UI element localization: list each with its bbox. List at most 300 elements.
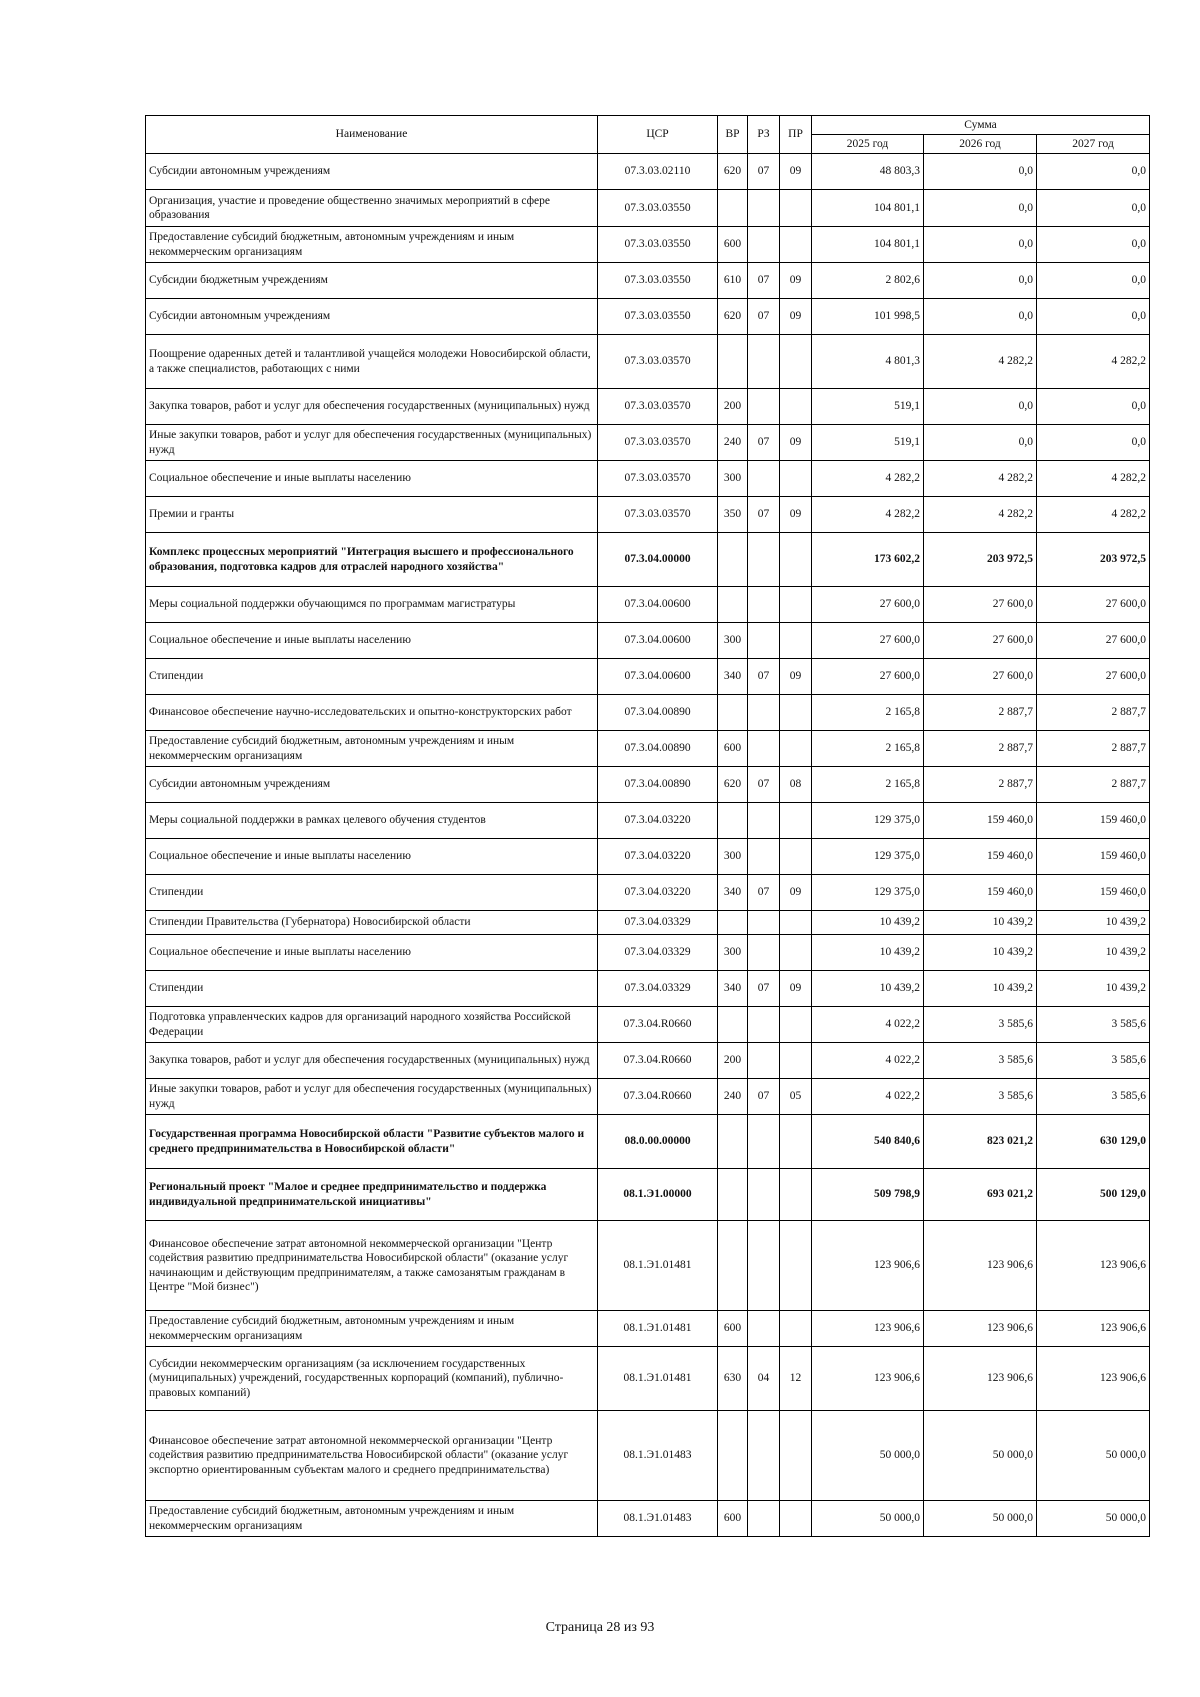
row-name: Комплекс процессных мероприятий "Интеграция высшего и профессионального образования, подготовка кадров для отраслей народного хозяйства" bbox=[146, 533, 598, 587]
row-csr: 07.3.04.03220 bbox=[598, 839, 718, 875]
row-name: Организация, участие и проведение общественно значимых мероприятий в сфере образования bbox=[146, 190, 598, 227]
row-amount-2027: 27 600,0 bbox=[1037, 623, 1150, 659]
row-amount-2027: 0,0 bbox=[1037, 299, 1150, 335]
row-vr bbox=[718, 1115, 748, 1169]
row-amount-2026: 4 282,2 bbox=[924, 461, 1037, 497]
row-amount-2026: 27 600,0 bbox=[924, 623, 1037, 659]
row-rz bbox=[748, 911, 780, 935]
row-amount-2026: 10 439,2 bbox=[924, 911, 1037, 935]
table-row bbox=[146, 389, 1150, 425]
row-rz bbox=[748, 461, 780, 497]
table-row bbox=[146, 497, 1150, 533]
row-amount-2027: 27 600,0 bbox=[1037, 659, 1150, 695]
row-name: Региональный проект "Малое и среднее предпринимательство и поддержка индивидуальной предпринимательской инициативы" bbox=[146, 1169, 598, 1221]
row-rz: 07 bbox=[748, 1079, 780, 1115]
table-row bbox=[146, 731, 1150, 767]
row-rz bbox=[748, 389, 780, 425]
row-amount-2027: 123 906,6 bbox=[1037, 1311, 1150, 1347]
table-row bbox=[146, 935, 1150, 971]
row-amount-2027: 0,0 bbox=[1037, 190, 1150, 227]
row-amount-2027: 50 000,0 bbox=[1037, 1411, 1150, 1501]
row-csr: 07.3.03.03550 bbox=[598, 263, 718, 299]
row-csr: 07.3.03.03570 bbox=[598, 497, 718, 533]
row-amount-2025: 50 000,0 bbox=[812, 1501, 924, 1537]
row-amount-2026: 2 887,7 bbox=[924, 731, 1037, 767]
row-name: Финансовое обеспечение затрат автономной некоммерческой организации "Центр содействия развитию предпринимательства Новосибирской области" (оказание услуг экспортно ориентированным субъектам малого и среднего предпринимательства) bbox=[146, 1411, 598, 1501]
row-amount-2026: 3 585,6 bbox=[924, 1043, 1037, 1079]
row-vr bbox=[718, 1221, 748, 1311]
row-amount-2026: 0,0 bbox=[924, 190, 1037, 227]
row-amount-2026: 693 021,2 bbox=[924, 1169, 1037, 1221]
row-pr bbox=[780, 1311, 812, 1347]
row-vr bbox=[718, 1411, 748, 1501]
table-body bbox=[146, 154, 1150, 1537]
table-row bbox=[146, 533, 1150, 587]
row-amount-2026: 0,0 bbox=[924, 263, 1037, 299]
row-rz bbox=[748, 190, 780, 227]
row-amount-2025: 4 022,2 bbox=[812, 1079, 924, 1115]
table-row bbox=[146, 335, 1150, 389]
row-amount-2026: 123 906,6 bbox=[924, 1347, 1037, 1411]
row-name: Предоставление субсидий бюджетным, автономным учреждениям и иным некоммерческим организациям bbox=[146, 731, 598, 767]
row-pr bbox=[780, 731, 812, 767]
row-csr: 07.3.04.00600 bbox=[598, 659, 718, 695]
row-amount-2027: 159 460,0 bbox=[1037, 803, 1150, 839]
header-year-2026: 2026 год bbox=[924, 135, 1037, 154]
row-vr: 340 bbox=[718, 971, 748, 1007]
row-amount-2026: 10 439,2 bbox=[924, 935, 1037, 971]
page-number: Страница 28 из 93 bbox=[545, 1620, 655, 1635]
row-csr: 07.3.04.00600 bbox=[598, 623, 718, 659]
row-rz bbox=[748, 1411, 780, 1501]
row-rz bbox=[748, 935, 780, 971]
row-vr: 620 bbox=[718, 767, 748, 803]
row-name: Предоставление субсидий бюджетным, автономным учреждениям и иным некоммерческим организациям bbox=[146, 1311, 598, 1347]
table-row bbox=[146, 971, 1150, 1007]
row-rz: 07 bbox=[748, 299, 780, 335]
row-rz: 07 bbox=[748, 154, 780, 190]
row-vr: 620 bbox=[718, 154, 748, 190]
row-name: Социальное обеспечение и иные выплаты населению bbox=[146, 935, 598, 971]
row-name: Субсидии бюджетным учреждениям bbox=[146, 263, 598, 299]
table-row bbox=[146, 227, 1150, 263]
row-amount-2026: 159 460,0 bbox=[924, 839, 1037, 875]
row-pr bbox=[780, 587, 812, 623]
row-amount-2026: 4 282,2 bbox=[924, 497, 1037, 533]
table-row bbox=[146, 1411, 1150, 1501]
row-csr: 07.3.04.R0660 bbox=[598, 1043, 718, 1079]
row-pr bbox=[780, 190, 812, 227]
row-rz bbox=[748, 1311, 780, 1347]
table-row bbox=[146, 695, 1150, 731]
row-vr bbox=[718, 190, 748, 227]
row-pr: 09 bbox=[780, 875, 812, 911]
row-rz: 07 bbox=[748, 263, 780, 299]
header-pr: ПР bbox=[780, 116, 812, 154]
row-pr bbox=[780, 623, 812, 659]
row-pr: 09 bbox=[780, 971, 812, 1007]
row-amount-2026: 0,0 bbox=[924, 389, 1037, 425]
row-csr: 07.3.03.03570 bbox=[598, 335, 718, 389]
row-name: Стипендии bbox=[146, 659, 598, 695]
row-amount-2025: 2 165,8 bbox=[812, 731, 924, 767]
row-pr bbox=[780, 1501, 812, 1537]
row-amount-2026: 123 906,6 bbox=[924, 1311, 1037, 1347]
row-amount-2026: 10 439,2 bbox=[924, 971, 1037, 1007]
row-csr: 07.3.04.00600 bbox=[598, 587, 718, 623]
table-header bbox=[146, 116, 1150, 154]
row-rz: 07 bbox=[748, 425, 780, 461]
row-rz bbox=[748, 731, 780, 767]
row-amount-2025: 123 906,6 bbox=[812, 1347, 924, 1411]
row-csr: 07.3.04.03329 bbox=[598, 935, 718, 971]
row-name: Премии и гранты bbox=[146, 497, 598, 533]
row-vr: 630 bbox=[718, 1347, 748, 1411]
row-rz bbox=[748, 839, 780, 875]
row-amount-2025: 509 798,9 bbox=[812, 1169, 924, 1221]
row-name: Стипендии Правительства (Губернатора) Новосибирской области bbox=[146, 911, 598, 935]
row-amount-2025: 123 906,6 bbox=[812, 1221, 924, 1311]
row-csr: 08.1.Э1.01483 bbox=[598, 1501, 718, 1537]
row-pr: 09 bbox=[780, 497, 812, 533]
row-pr bbox=[780, 695, 812, 731]
row-name: Стипендии bbox=[146, 971, 598, 1007]
row-pr: 09 bbox=[780, 425, 812, 461]
table-row bbox=[146, 154, 1150, 190]
row-pr bbox=[780, 1007, 812, 1043]
table-row bbox=[146, 1007, 1150, 1043]
row-amount-2026: 159 460,0 bbox=[924, 803, 1037, 839]
row-amount-2025: 2 165,8 bbox=[812, 695, 924, 731]
row-pr bbox=[780, 1411, 812, 1501]
row-csr: 08.1.Э1.01483 bbox=[598, 1411, 718, 1501]
row-csr: 07.3.03.03550 bbox=[598, 299, 718, 335]
row-csr: 07.3.03.03570 bbox=[598, 425, 718, 461]
row-amount-2027: 2 887,7 bbox=[1037, 695, 1150, 731]
row-pr: 09 bbox=[780, 299, 812, 335]
row-amount-2027: 630 129,0 bbox=[1037, 1115, 1150, 1169]
row-amount-2025: 2 802,6 bbox=[812, 263, 924, 299]
row-name: Подготовка управленческих кадров для организаций народного хозяйства Российской Федерации bbox=[146, 1007, 598, 1043]
row-vr: 600 bbox=[718, 1311, 748, 1347]
row-rz: 07 bbox=[748, 767, 780, 803]
table-row bbox=[146, 1043, 1150, 1079]
table-row bbox=[146, 1221, 1150, 1311]
row-amount-2025: 27 600,0 bbox=[812, 623, 924, 659]
row-amount-2027: 159 460,0 bbox=[1037, 839, 1150, 875]
table-row bbox=[146, 190, 1150, 227]
row-csr: 07.3.04.00890 bbox=[598, 695, 718, 731]
row-amount-2025: 129 375,0 bbox=[812, 839, 924, 875]
table-row bbox=[146, 1347, 1150, 1411]
row-amount-2025: 104 801,1 bbox=[812, 190, 924, 227]
row-vr: 600 bbox=[718, 731, 748, 767]
table-row bbox=[146, 659, 1150, 695]
row-rz: 04 bbox=[748, 1347, 780, 1411]
row-csr: 07.3.03.02110 bbox=[598, 154, 718, 190]
row-name: Субсидии автономным учреждениям bbox=[146, 767, 598, 803]
row-csr: 07.3.04.03220 bbox=[598, 875, 718, 911]
row-amount-2027: 159 460,0 bbox=[1037, 875, 1150, 911]
table-row bbox=[146, 1115, 1150, 1169]
row-amount-2026: 27 600,0 bbox=[924, 659, 1037, 695]
row-amount-2027: 123 906,6 bbox=[1037, 1347, 1150, 1411]
row-vr bbox=[718, 803, 748, 839]
row-amount-2026: 2 887,7 bbox=[924, 767, 1037, 803]
row-vr bbox=[718, 1169, 748, 1221]
row-amount-2027: 2 887,7 bbox=[1037, 767, 1150, 803]
row-rz bbox=[748, 1115, 780, 1169]
table-row bbox=[146, 461, 1150, 497]
row-name: Предоставление субсидий бюджетным, автономным учреждениям и иным некоммерческим организациям bbox=[146, 1501, 598, 1537]
row-vr: 300 bbox=[718, 461, 748, 497]
row-amount-2027: 0,0 bbox=[1037, 227, 1150, 263]
header-year-2027: 2027 год bbox=[1037, 135, 1150, 154]
row-vr: 300 bbox=[718, 839, 748, 875]
row-amount-2025: 27 600,0 bbox=[812, 659, 924, 695]
row-pr bbox=[780, 1169, 812, 1221]
row-name: Меры социальной поддержки обучающимся по программам магистратуры bbox=[146, 587, 598, 623]
row-vr bbox=[718, 695, 748, 731]
row-amount-2027: 4 282,2 bbox=[1037, 497, 1150, 533]
row-pr bbox=[780, 227, 812, 263]
row-pr bbox=[780, 461, 812, 497]
row-amount-2027: 4 282,2 bbox=[1037, 461, 1150, 497]
row-amount-2025: 4 022,2 bbox=[812, 1007, 924, 1043]
row-pr bbox=[780, 335, 812, 389]
table-row bbox=[146, 1169, 1150, 1221]
row-name: Субсидии автономным учреждениям bbox=[146, 154, 598, 190]
row-vr bbox=[718, 335, 748, 389]
row-name: Финансовое обеспечение затрат автономной некоммерческой организации "Центр содействия развитию предпринимательства Новосибирской области" (оказание услуг начинающим и действующим предпринимателям, а также самозанятым гражданам в Центре "Мой бизнес") bbox=[146, 1221, 598, 1311]
row-vr: 200 bbox=[718, 389, 748, 425]
header-name: Наименование bbox=[146, 116, 598, 154]
row-amount-2025: 519,1 bbox=[812, 389, 924, 425]
row-vr: 620 bbox=[718, 299, 748, 335]
row-vr: 340 bbox=[718, 875, 748, 911]
row-pr: 12 bbox=[780, 1347, 812, 1411]
row-amount-2026: 50 000,0 bbox=[924, 1501, 1037, 1537]
row-vr: 300 bbox=[718, 935, 748, 971]
row-rz bbox=[748, 1501, 780, 1537]
row-amount-2027: 203 972,5 bbox=[1037, 533, 1150, 587]
row-amount-2025: 101 998,5 bbox=[812, 299, 924, 335]
row-csr: 07.3.03.03550 bbox=[598, 227, 718, 263]
row-amount-2026: 0,0 bbox=[924, 154, 1037, 190]
row-csr: 08.0.00.00000 bbox=[598, 1115, 718, 1169]
row-rz bbox=[748, 227, 780, 263]
row-amount-2026: 3 585,6 bbox=[924, 1079, 1037, 1115]
row-amount-2025: 129 375,0 bbox=[812, 875, 924, 911]
header-year-2025: 2025 год bbox=[812, 135, 924, 154]
row-amount-2027: 0,0 bbox=[1037, 263, 1150, 299]
table-row bbox=[146, 839, 1150, 875]
row-rz bbox=[748, 1007, 780, 1043]
row-amount-2025: 4 282,2 bbox=[812, 461, 924, 497]
row-name: Субсидии некоммерческим организациям (за исключением государственных (муниципальных) учреждений, государственных корпораций (компаний), публично-правовых компаний) bbox=[146, 1347, 598, 1411]
row-name: Финансовое обеспечение научно-исследовательских и опытно-конструкторских работ bbox=[146, 695, 598, 731]
table-row bbox=[146, 425, 1150, 461]
row-amount-2027: 2 887,7 bbox=[1037, 731, 1150, 767]
budget-table bbox=[145, 115, 1150, 1537]
row-name: Закупка товаров, работ и услуг для обеспечения государственных (муниципальных) нужд bbox=[146, 1043, 598, 1079]
row-amount-2025: 48 803,3 bbox=[812, 154, 924, 190]
row-vr: 200 bbox=[718, 1043, 748, 1079]
row-amount-2026: 50 000,0 bbox=[924, 1411, 1037, 1501]
table-row bbox=[146, 299, 1150, 335]
row-amount-2026: 3 585,6 bbox=[924, 1007, 1037, 1043]
row-amount-2025: 2 165,8 bbox=[812, 767, 924, 803]
table-row bbox=[146, 767, 1150, 803]
row-vr: 300 bbox=[718, 623, 748, 659]
row-rz bbox=[748, 623, 780, 659]
row-pr: 09 bbox=[780, 263, 812, 299]
row-rz bbox=[748, 587, 780, 623]
table-row bbox=[146, 623, 1150, 659]
row-amount-2025: 10 439,2 bbox=[812, 911, 924, 935]
row-rz bbox=[748, 1221, 780, 1311]
row-vr: 240 bbox=[718, 425, 748, 461]
row-amount-2025: 123 906,6 bbox=[812, 1311, 924, 1347]
row-csr: 07.3.03.03570 bbox=[598, 461, 718, 497]
row-name: Социальное обеспечение и иные выплаты населению bbox=[146, 623, 598, 659]
row-rz bbox=[748, 695, 780, 731]
table-row bbox=[146, 587, 1150, 623]
row-amount-2027: 0,0 bbox=[1037, 425, 1150, 461]
row-amount-2026: 0,0 bbox=[924, 227, 1037, 263]
row-vr: 240 bbox=[718, 1079, 748, 1115]
row-pr bbox=[780, 1043, 812, 1079]
table-row bbox=[146, 263, 1150, 299]
row-amount-2026: 159 460,0 bbox=[924, 875, 1037, 911]
row-amount-2027: 0,0 bbox=[1037, 154, 1150, 190]
row-amount-2026: 27 600,0 bbox=[924, 587, 1037, 623]
row-csr: 07.3.04.00890 bbox=[598, 767, 718, 803]
row-amount-2027: 123 906,6 bbox=[1037, 1221, 1150, 1311]
table-row bbox=[146, 875, 1150, 911]
row-csr: 07.3.03.03550 bbox=[598, 190, 718, 227]
row-pr: 09 bbox=[780, 154, 812, 190]
row-pr bbox=[780, 935, 812, 971]
row-amount-2025: 27 600,0 bbox=[812, 587, 924, 623]
row-vr bbox=[718, 533, 748, 587]
row-pr bbox=[780, 803, 812, 839]
row-amount-2026: 203 972,5 bbox=[924, 533, 1037, 587]
row-amount-2027: 0,0 bbox=[1037, 389, 1150, 425]
row-rz: 07 bbox=[748, 875, 780, 911]
row-csr: 08.1.Э1.00000 bbox=[598, 1169, 718, 1221]
row-csr: 08.1.Э1.01481 bbox=[598, 1347, 718, 1411]
row-csr: 07.3.04.03220 bbox=[598, 803, 718, 839]
table-row bbox=[146, 911, 1150, 935]
row-vr bbox=[718, 911, 748, 935]
row-pr bbox=[780, 389, 812, 425]
table-row bbox=[146, 803, 1150, 839]
row-name: Предоставление субсидий бюджетным, автономным учреждениям и иным некоммерческим организациям bbox=[146, 227, 598, 263]
header-vr: ВР bbox=[718, 116, 748, 154]
row-vr bbox=[718, 587, 748, 623]
row-amount-2027: 10 439,2 bbox=[1037, 935, 1150, 971]
row-name: Стипендии bbox=[146, 875, 598, 911]
row-amount-2025: 10 439,2 bbox=[812, 971, 924, 1007]
row-amount-2025: 129 375,0 bbox=[812, 803, 924, 839]
table-row bbox=[146, 1501, 1150, 1537]
row-pr: 09 bbox=[780, 659, 812, 695]
row-vr: 600 bbox=[718, 1501, 748, 1537]
row-name: Социальное обеспечение и иные выплаты населению bbox=[146, 461, 598, 497]
row-amount-2025: 4 282,2 bbox=[812, 497, 924, 533]
row-csr: 07.3.04.R0660 bbox=[598, 1079, 718, 1115]
row-pr bbox=[780, 839, 812, 875]
row-amount-2026: 2 887,7 bbox=[924, 695, 1037, 731]
row-amount-2026: 0,0 bbox=[924, 299, 1037, 335]
row-name: Иные закупки товаров, работ и услуг для обеспечения государственных (муниципальных) нужд bbox=[146, 1079, 598, 1115]
row-csr: 07.3.03.03570 bbox=[598, 389, 718, 425]
row-vr bbox=[718, 1007, 748, 1043]
row-vr: 610 bbox=[718, 263, 748, 299]
row-amount-2025: 104 801,1 bbox=[812, 227, 924, 263]
row-csr: 07.3.04.03329 bbox=[598, 911, 718, 935]
row-amount-2025: 4 022,2 bbox=[812, 1043, 924, 1079]
row-name: Иные закупки товаров, работ и услуг для обеспечения государственных (муниципальных) нужд bbox=[146, 425, 598, 461]
row-pr: 08 bbox=[780, 767, 812, 803]
row-vr: 340 bbox=[718, 659, 748, 695]
row-csr: 07.3.04.00890 bbox=[598, 731, 718, 767]
row-rz: 07 bbox=[748, 971, 780, 1007]
row-name: Государственная программа Новосибирской области "Развитие субъектов малого и среднего предпринимательства в Новосибирской области" bbox=[146, 1115, 598, 1169]
row-name: Меры социальной поддержки в рамках целевого обучения студентов bbox=[146, 803, 598, 839]
table-row bbox=[146, 1311, 1150, 1347]
row-amount-2027: 27 600,0 bbox=[1037, 587, 1150, 623]
header-sum: Сумма bbox=[812, 116, 1150, 135]
row-amount-2025: 50 000,0 bbox=[812, 1411, 924, 1501]
row-amount-2026: 123 906,6 bbox=[924, 1221, 1037, 1311]
row-vr: 350 bbox=[718, 497, 748, 533]
row-amount-2027: 4 282,2 bbox=[1037, 335, 1150, 389]
row-pr bbox=[780, 911, 812, 935]
row-amount-2025: 540 840,6 bbox=[812, 1115, 924, 1169]
row-csr: 08.1.Э1.01481 bbox=[598, 1221, 718, 1311]
row-amount-2027: 10 439,2 bbox=[1037, 971, 1150, 1007]
row-amount-2027: 50 000,0 bbox=[1037, 1501, 1150, 1537]
table-row bbox=[146, 1079, 1150, 1115]
header-csr: ЦСР bbox=[598, 116, 718, 154]
row-amount-2025: 4 801,3 bbox=[812, 335, 924, 389]
row-rz bbox=[748, 533, 780, 587]
row-amount-2026: 4 282,2 bbox=[924, 335, 1037, 389]
row-rz bbox=[748, 803, 780, 839]
row-name: Поощрение одаренных детей и талантливой учащейся молодежи Новосибирской области, а также специалистов, работающих с ними bbox=[146, 335, 598, 389]
row-amount-2025: 173 602,2 bbox=[812, 533, 924, 587]
row-amount-2027: 500 129,0 bbox=[1037, 1169, 1150, 1221]
row-csr: 07.3.04.03329 bbox=[598, 971, 718, 1007]
row-rz: 07 bbox=[748, 497, 780, 533]
row-amount-2026: 823 021,2 bbox=[924, 1115, 1037, 1169]
row-pr bbox=[780, 533, 812, 587]
row-amount-2027: 10 439,2 bbox=[1037, 911, 1150, 935]
header-rz: РЗ bbox=[748, 116, 780, 154]
row-amount-2027: 3 585,6 bbox=[1037, 1079, 1150, 1115]
row-amount-2025: 519,1 bbox=[812, 425, 924, 461]
row-pr: 05 bbox=[780, 1079, 812, 1115]
row-csr: 07.3.04.00000 bbox=[598, 533, 718, 587]
row-amount-2027: 3 585,6 bbox=[1037, 1007, 1150, 1043]
row-csr: 08.1.Э1.01481 bbox=[598, 1311, 718, 1347]
row-csr: 07.3.04.R0660 bbox=[598, 1007, 718, 1043]
row-rz bbox=[748, 1043, 780, 1079]
row-amount-2025: 10 439,2 bbox=[812, 935, 924, 971]
row-rz bbox=[748, 1169, 780, 1221]
